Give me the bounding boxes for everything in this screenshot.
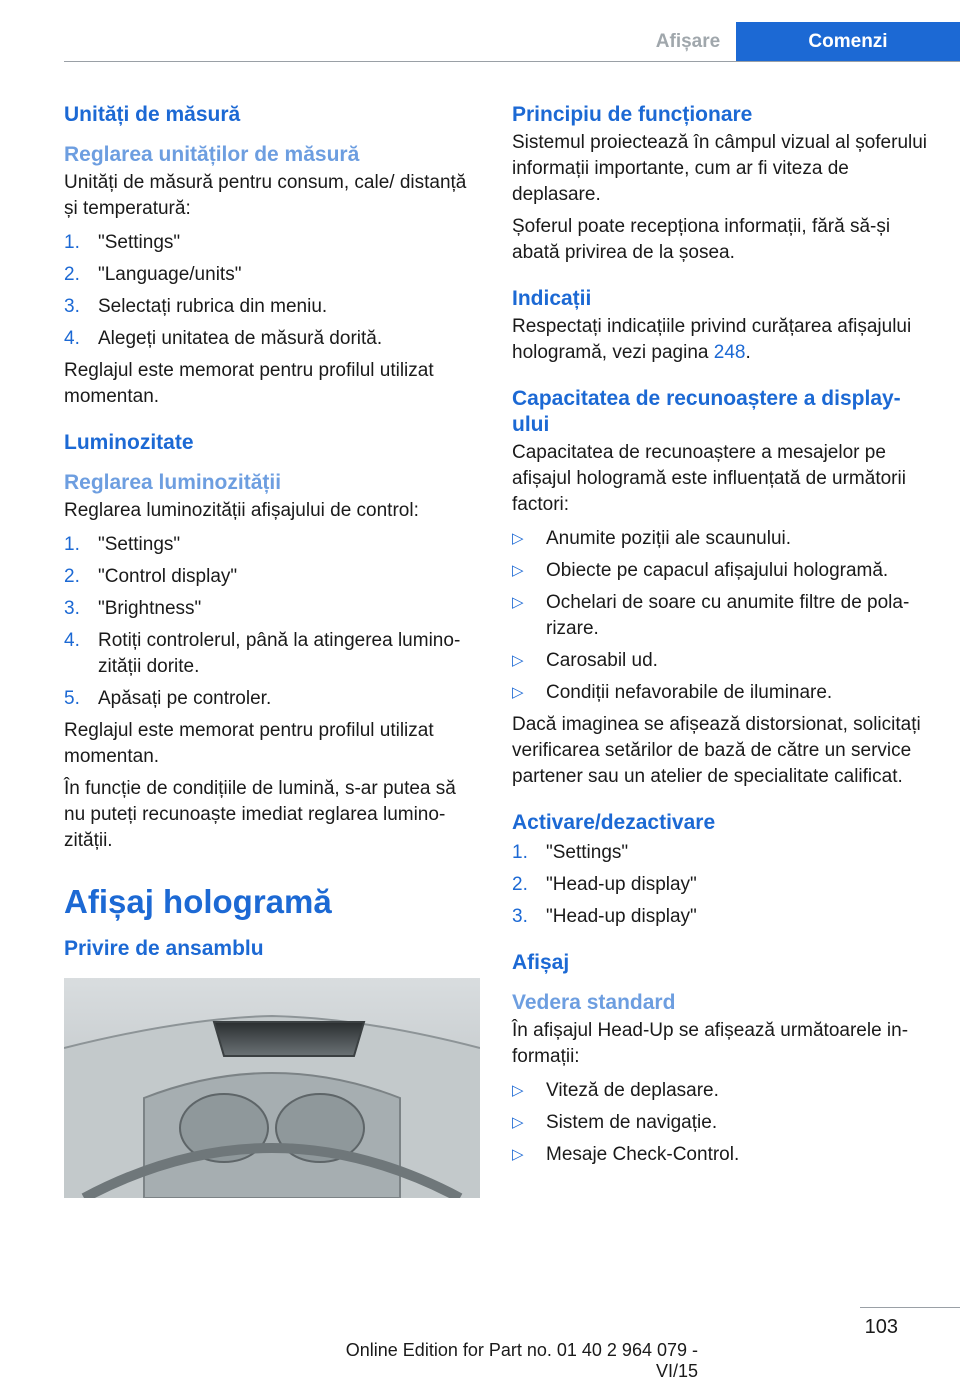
heading-brightness: Luminozitate [64, 431, 194, 454]
step-number: 1. [64, 232, 80, 253]
step-text: "Brightness" [98, 598, 202, 619]
page-reference-link[interactable]: 248 [713, 342, 746, 363]
list-item [64, 564, 482, 590]
triangle-bullet-icon: ▷ [512, 1082, 524, 1099]
list-item [512, 904, 930, 930]
step-text: "Language/units" [98, 264, 242, 285]
step-text: Rotiți controlerul, până la atingerea luminozității dorite. [98, 630, 461, 677]
heading-units: Unități de măsură [64, 103, 241, 126]
step-number: 3. [512, 906, 528, 927]
recognition-note: Dacă imaginea se afișează distorsionat, solicitați verificarea setărilor de bază de către un service partener sau un atelier de specialitate calificat. [512, 714, 921, 787]
list-item-text: Anumite poziții ale scaunului. [546, 528, 792, 549]
page-header [0, 0, 960, 62]
step-number: 1. [512, 842, 528, 863]
list-item [512, 590, 930, 642]
subheading-units-setting: Reglarea unităților de măsură [64, 143, 360, 166]
units-intro: Unități de măsură pentru consum, cale/ distanță și temperatură: [64, 172, 467, 219]
list-item-text: Sistem de navigație. [546, 1112, 718, 1133]
hints-text: Respectați indicațiile privind curățarea afișajului hologramă, vezi pagina [512, 316, 912, 363]
triangle-bullet-icon: ▷ [512, 652, 524, 669]
recognition-factors-list [512, 526, 930, 706]
list-item [512, 526, 930, 552]
units-note: Reglajul este memorat pentru profilul utilizat momentan. [64, 360, 434, 407]
chapter-title: Afișaj hologramă [64, 883, 332, 920]
heading-hints: Indicații [512, 287, 592, 310]
list-item [512, 1142, 930, 1168]
triangle-bullet-icon: ▷ [512, 530, 524, 547]
hints-text-end: . [745, 342, 751, 363]
heading-overview: Privire de ansamblu [64, 937, 264, 960]
list-item [64, 596, 482, 622]
triangle-bullet-icon: ▷ [512, 1146, 524, 1163]
step-text: Selectați rubrica din meniu. [98, 296, 328, 317]
step-text: Alegeți unitatea de măsură dorită. [98, 328, 383, 349]
subheading-standard-view: Vedera standard [512, 991, 676, 1014]
list-item [64, 532, 482, 558]
step-text: Apăsați pe controler. [98, 688, 272, 709]
list-item-text: Obiecte pe capacul afișajului hologramă. [546, 560, 889, 581]
subheading-brightness-setting: Reglarea luminozității [64, 471, 282, 494]
heading-activate: Activare/dezactivare [512, 811, 716, 834]
list-item [64, 230, 482, 256]
list-item-text: Viteză de deplasare. [546, 1080, 719, 1101]
step-number: 1. [64, 534, 80, 555]
triangle-bullet-icon: ▷ [512, 684, 524, 701]
step-number: 2. [64, 264, 80, 285]
list-item [512, 648, 930, 674]
heading-principle: Principiu de funcționare [512, 103, 753, 126]
brightness-steps-list [64, 532, 482, 712]
list-item [64, 628, 482, 680]
brightness-intro: Reglarea luminozității afișajului de control: [64, 500, 419, 521]
step-number: 4. [64, 630, 80, 651]
step-text: "Head-up display" [546, 906, 697, 927]
triangle-bullet-icon: ▷ [512, 562, 524, 579]
header-chapter-tab[interactable]: Comenzi [736, 22, 960, 62]
list-item [512, 1078, 930, 1104]
step-text: "Settings" [546, 842, 629, 863]
step-text: "Settings" [98, 232, 181, 253]
brightness-note: Reglajul este memorat pentru profilul utilizat momentan. [64, 720, 434, 767]
step-text: "Settings" [98, 534, 181, 555]
header-divider [64, 61, 960, 62]
list-item [64, 294, 482, 320]
principle-paragraph-1: Sistemul proiectează în câmpul vizual al șoferului informații importante, cum ar fi viteza de deplasare. [512, 132, 928, 205]
units-steps-list [64, 230, 482, 352]
activate-steps-list [512, 840, 930, 930]
list-item [512, 680, 930, 706]
list-item [64, 686, 482, 712]
recognition-paragraph: Capacitatea de recunoaștere a mesajelor pe afișajul hologramă este influențată de următorii factori: [512, 442, 906, 515]
step-number: 2. [512, 874, 528, 895]
triangle-bullet-icon: ▷ [512, 1114, 524, 1131]
heading-recognition: Capacitatea de recunoaștere a display-ului [512, 387, 901, 436]
left-column [64, 102, 482, 1198]
brightness-note-2: În funcție de condițiile de lumină, s-ar putea să nu puteți recunoaște imediat reglarea luminozității. [64, 778, 456, 851]
list-item-text: Ochelari de soare cu anumite filtre de polarizare. [546, 592, 910, 639]
right-column [512, 102, 930, 1174]
principle-paragraph-2: Șoferul poate recepționa informații, fără să-și abată privirea de la șosea. [512, 216, 891, 263]
step-number: 4. [64, 328, 80, 349]
edition-label: Online Edition for Part no. 01 40 2 964 079 - VI/15 [345, 1340, 698, 1381]
page-number: 103 [864, 1316, 898, 1338]
step-text: "Head-up display" [546, 874, 697, 895]
list-item-text: Carosabil ud. [546, 650, 658, 671]
list-item [512, 558, 930, 584]
hud-dashboard-illustration [64, 978, 480, 1198]
step-number: 3. [64, 296, 80, 317]
list-item [64, 262, 482, 288]
step-text: "Control display" [98, 566, 238, 587]
list-item [512, 840, 930, 866]
triangle-bullet-icon: ▷ [512, 594, 524, 611]
standard-view-paragraph: În afișajul Head-Up se afișează următoarele informații: [512, 1020, 909, 1067]
header-section-tab[interactable]: Afișare [655, 31, 721, 52]
footer-divider [860, 1307, 960, 1308]
list-item [512, 1110, 930, 1136]
list-item [64, 326, 482, 352]
list-item-text: Mesaje Check-Control. [546, 1144, 740, 1165]
hints-paragraph [512, 314, 930, 366]
step-number: 3. [64, 598, 80, 619]
step-number: 2. [64, 566, 80, 587]
list-item [512, 872, 930, 898]
heading-display: Afișaj [512, 951, 570, 974]
list-item-text: Condiții nefavorabile de iluminare. [546, 682, 833, 703]
standard-view-list [512, 1078, 930, 1168]
step-number: 5. [64, 688, 80, 709]
